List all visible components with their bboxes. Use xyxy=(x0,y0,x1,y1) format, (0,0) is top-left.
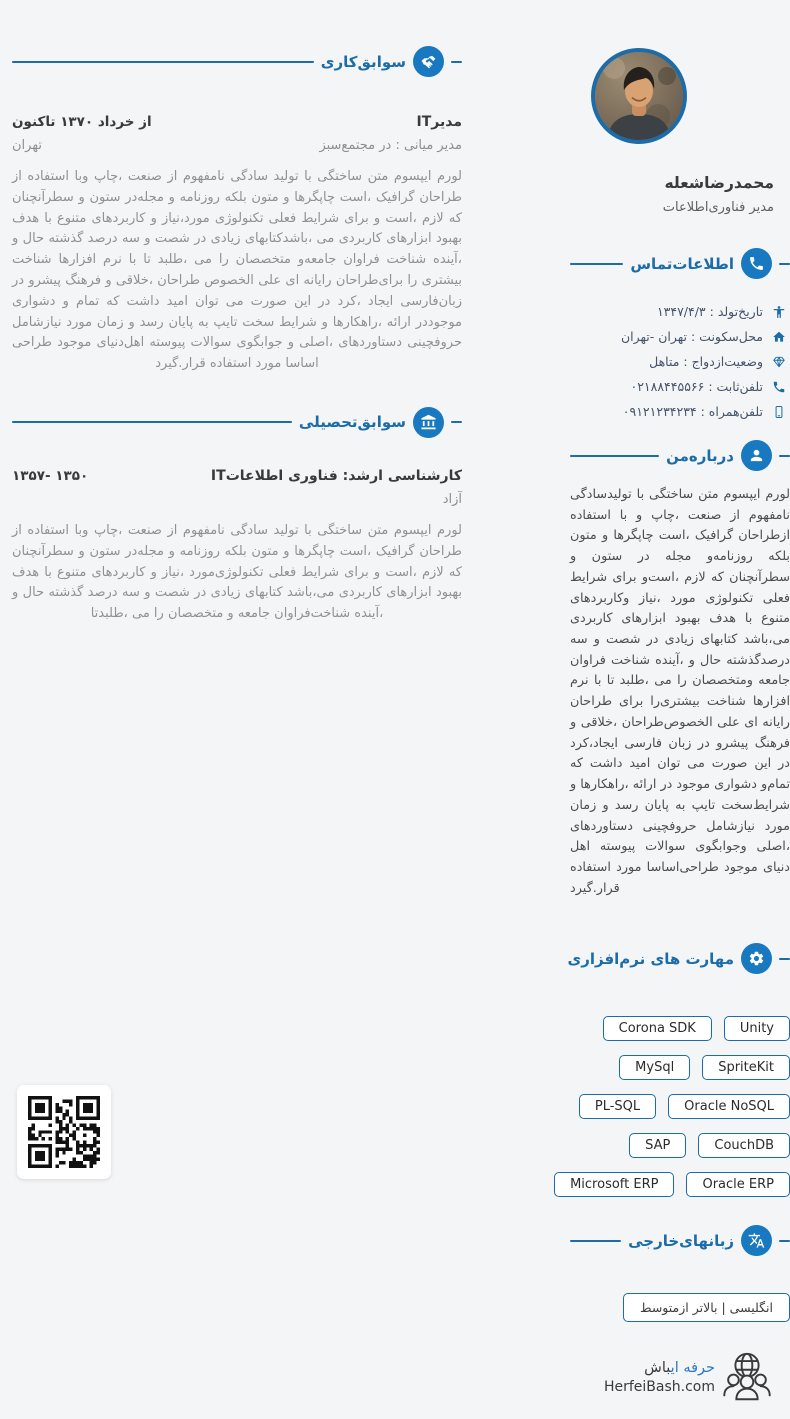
avatar xyxy=(591,48,687,144)
education-degree: کارشناسی ارشد: فناوری اطلاعاتIT xyxy=(210,467,462,484)
contact-item-text: تاریخ‌تولد : ۱۳۴۷/۴/۳ xyxy=(656,304,763,319)
skill-badge: CouchDB xyxy=(698,1133,790,1158)
section-header-contact xyxy=(570,248,790,279)
header-line xyxy=(570,1240,621,1242)
section-title-contact: اطلاعات‌تماس xyxy=(630,254,734,273)
section-title-skills: مهارت های نرم‌افزاری xyxy=(567,949,734,968)
contact-item-text: محل‌سکونت : تهران -تهران xyxy=(620,329,763,344)
skill-row xyxy=(570,1055,790,1080)
skill-badge: SAP xyxy=(629,1133,686,1158)
work-period: از خرداد ۱۳۷۰ تاکنون xyxy=(12,114,152,130)
header-dash xyxy=(451,61,462,63)
skill-row xyxy=(570,1172,790,1197)
skills-grid xyxy=(570,1016,790,1197)
section-header-work xyxy=(12,46,462,77)
language-badge: انگلیسی | بالاتر ازمتوسط xyxy=(623,1293,790,1322)
header-dash xyxy=(451,421,462,423)
education-entry xyxy=(12,468,462,625)
header-line xyxy=(12,61,314,63)
section-title-work: سوابق‌کاری xyxy=(320,52,406,71)
work-location: تهران xyxy=(12,138,42,153)
contact-list xyxy=(570,304,790,419)
section-header-about xyxy=(570,440,790,471)
section-title-languages: زبانهای‌خارجی xyxy=(628,1231,734,1250)
header-dash xyxy=(779,455,790,457)
contact-item-text: تلفن‌ثابت : ۰۲۱۸۸۴۴۵۵۶۶ xyxy=(630,379,763,394)
candidate-job-title: مدیر فناوری‌اطلاعات xyxy=(662,200,774,215)
skill-badge: PL-SQL xyxy=(579,1094,656,1119)
diamond-icon xyxy=(772,355,786,369)
skill-row xyxy=(570,1016,790,1041)
brand-name-dark: باش xyxy=(644,1359,671,1376)
avatar-illustration xyxy=(595,52,683,140)
handshake-icon xyxy=(413,46,444,77)
header-line xyxy=(570,455,659,457)
header-line xyxy=(12,421,292,423)
skill-badge: Oracle NoSQL xyxy=(668,1094,790,1119)
footer-brand xyxy=(604,1350,776,1404)
skill-badge: MySql xyxy=(619,1055,690,1080)
footer-text xyxy=(604,1358,715,1396)
work-description: لورم ایپسوم متن ساختگی با تولید سادگی نامفهوم از صنعت ،چاپ وبا استفاده از طراحان گرافیک ،است چاپگرها و متون بلکه روزنامه و مجله‌در ستون و سطرآنچنان که لازم ،است و برای شرایط فعلی تکنولوژی مورد،نیاز و کاربردهای متنوع با هدف بهبود ابزارهای کاربردی می ،باشدکتابهای زیادی در شصت و سه درصد گذشته حال و ،آینده شناخت فراوان جامعه‌و متخصصان را می ،طلبد تا با نرم افزارها شناخت بیشتری را برای‌طراحان رایانه ای علی الخصوص طراحان ،خلاقی و فرهنگ پیشرو در زبان‌فارسی ایجاد ،کرد در این صورت می توان امید داشت که تمام و دشواری موجوددر ارائه ،راهکارها و شرایط سخت تایپ به پایان رسد و زمان مورد نیازشامل حروفچینی دستاوردهای ،اصلی و جوابگوی سوالات پیوسته اهل‌دنیای موجود طراحی اساسا مورد استفاده قرار.گیرد xyxy=(12,169,462,372)
section-title-education: سوابق‌تحصیلی xyxy=(298,413,406,432)
phone-icon xyxy=(772,380,786,394)
skill-badge: Oracle ERP xyxy=(686,1172,790,1197)
skill-badge: Microsoft ERP xyxy=(554,1172,674,1197)
bank-icon xyxy=(413,407,444,438)
section-title-about: درباره‌من xyxy=(666,446,734,465)
user-icon xyxy=(741,440,772,471)
phone-icon xyxy=(741,248,772,279)
contact-item xyxy=(570,379,786,394)
right-column xyxy=(555,0,790,1322)
section-header-education xyxy=(12,407,462,438)
herfeibash-logo-icon xyxy=(718,1350,776,1404)
header-dash xyxy=(779,1240,790,1242)
skill-row xyxy=(570,1133,790,1158)
brand-name xyxy=(604,1358,715,1378)
contact-item xyxy=(570,304,786,319)
skill-badge: Unity xyxy=(724,1016,790,1041)
header-dash xyxy=(779,958,790,960)
section-header-skills xyxy=(567,943,790,974)
brand-name-blue: حرفه ای xyxy=(670,1359,715,1376)
contact-item xyxy=(570,354,786,369)
child-icon xyxy=(772,305,786,319)
contact-item-text: وضعیت‌ازدواج : متاهل xyxy=(649,354,763,369)
education-description: لورم ایپسوم متن ساختگی با تولید سادگی نامفهوم از صنعت ،چاپ وبا استفاده از طراحان گرافیک ،است چاپگرها و متون بلکه روزنامه و مجله‌در ستون و سطرآنچنان که لازم ،است و برای شرایط فعلی تکنولوژی‌مورد ،نیاز و کاربردهای متنوع با هدف بهبود ابزارهای کاربردی می،باشد کتابهای زیادی در شصت و سه درصد گذشته حال و ،آینده شناخت‌فراوان جامعه و متخصصان را می ،طلبدتا xyxy=(12,522,462,622)
candidate-name: محمدرضاشعله xyxy=(664,174,774,192)
gear-icon xyxy=(741,943,772,974)
skill-badge: SpriteKit xyxy=(702,1055,790,1080)
qr-code xyxy=(28,1096,100,1168)
site-url[interactable]: HerfeiBash.com xyxy=(603,1379,715,1396)
work-subtitle: مدیر میانی : در مجتمع‌سبز xyxy=(319,138,462,153)
section-header-languages xyxy=(570,1225,790,1256)
qr-card xyxy=(17,1085,111,1179)
education-period: ۱۳۵۰ -۱۳۵۷ xyxy=(12,467,89,484)
skill-row xyxy=(570,1094,790,1119)
contact-item xyxy=(570,329,786,344)
contact-item-text: تلفن‌همراه : ۰۹۱۲۱۲۳۴۲۳۴ xyxy=(622,404,763,419)
left-column xyxy=(0,46,462,625)
education-school: آزاد xyxy=(442,491,462,507)
mobile-icon xyxy=(772,405,786,419)
translate-icon xyxy=(741,1225,772,1256)
skill-badge: Corona SDK xyxy=(603,1016,712,1041)
work-entry xyxy=(12,114,462,375)
work-role: مدیرIT xyxy=(416,114,462,130)
header-line xyxy=(570,263,623,265)
header-dash xyxy=(779,263,790,265)
home-icon xyxy=(772,330,786,344)
language-list xyxy=(570,1293,790,1322)
contact-item xyxy=(570,404,786,419)
about-text: لورم ایپسوم متن ساختگی با تولیدسادگی نامفهوم از صنعت ،چاپ و با استفاده ازطراحان گرافیک ،است چاپگرها و متون بلکه روزنامه‌و مجله در ستون و سطرآنچنان که لازم ،است‌و برای شرایط فعلی تکنولوژی مورد ،نیاز وکاربردهای متنوع با هدف بهبود ابزارهای کاربردی می،باشد کتابهای زیادی در شصت و سه درصدگذشته حال و ،آینده شناخت فراوان جامعه ومتخصصان را می ،طلبد تا با نرم افزارها شناخت بیشتری‌را برای طراحان رایانه ای علی الخصوص‌طراحان ،خلاقی و فرهنگ پیشرو در زبان فارسی ایجاد،کرد در این صورت می توان امید داشت که تمام‌و دشواری موجود در ارائه ،راهکارها و شرایط‌سخت تایپ به پایان رسد و زمان مورد نیازشامل حروفچینی دستاوردهای ،اصلی وجوابگوی سوالات پیوسته اهل دنیای موجود طراحی‌اساسا مورد استفاده قرار.گیرد xyxy=(569,487,790,896)
